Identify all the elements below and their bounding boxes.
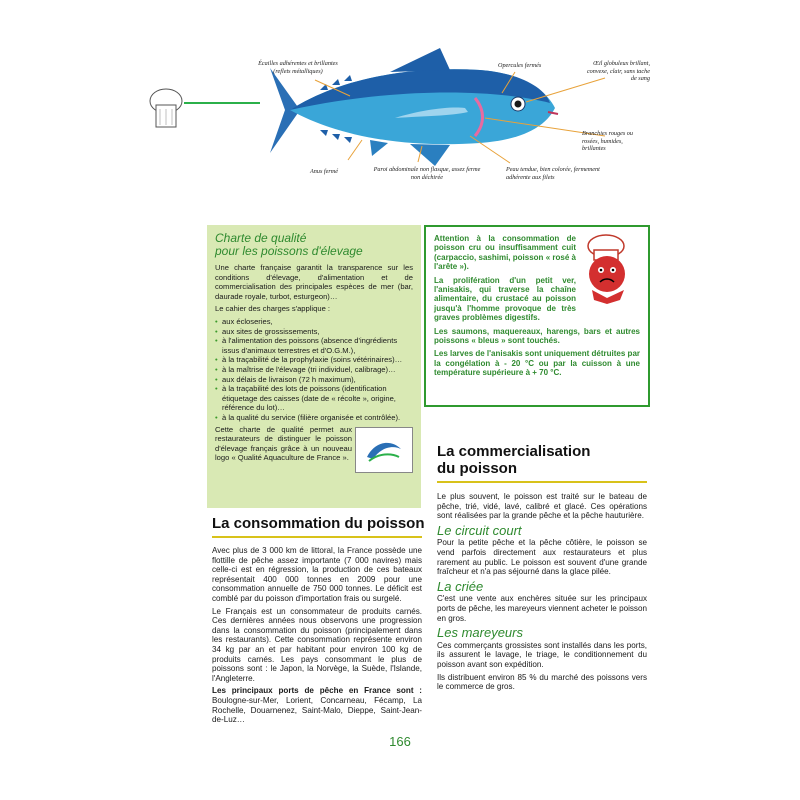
consumption-heading: La consommation du poisson: [212, 515, 425, 532]
warning-anisakis: La prolifération d'un petit ver, l'anisakis, qui traverse la chaîne alimentaire, du crustacé au poisson jusqu'à l'homme provoque de très graves problèmes digestifs.: [434, 275, 576, 323]
consumption-ports: [212, 686, 422, 724]
label-anus: Anus fermé: [310, 168, 339, 175]
list-item: • à la traçabilité de la prophylaxie (soins vétérinaires)…: [215, 355, 413, 365]
charter-title-line2: pour les poissons d'élevage: [215, 244, 363, 258]
charter-closing: Cette charte de qualité permet aux restaurateurs de distinguer le poisson d'élevage français grâce à un nouveau logo « Qualité Aquaculture de France ».: [215, 424, 352, 463]
ports-label: Les principaux ports de pêche en France sont :: [212, 686, 422, 696]
label-scales: Écailles adhérentes et brillantes (reflets métalliques): [258, 60, 338, 75]
label-skin: Peau tendue, bien colorée, fermement adhérente aux filets: [506, 166, 600, 181]
auction-heading: La criée: [437, 578, 484, 594]
charter-list-intro: Le cahier des charges s'applique :: [215, 304, 331, 314]
warning-species: Les saumons, maquereaux, harengs, bars et autres poissons « bleus » sont touchés.: [434, 326, 640, 346]
consumption-paragraph-1: Avec plus de 3 000 km de littoral, la France possède une flottille de pêche assez importante (7 000 navires) mais celle-ci est en régression, la production de ces bateaux représentait 400 000 tonnes en 2009 pour une consommation annuelle de 750 000 tonnes. Le déficit est comblé par du poisson d'importation frais ou surgelé.: [212, 546, 422, 603]
auction-text: C'est une vente aux enchères située sur les principaux ports de pêche, les mareyeurs viennent acheter le poisson en gros.: [437, 594, 647, 623]
ports-list: Boulogne-sur-Mer, Lorient, Concarneau, Fécamp, La Rochelle, Douarnenez, Saint-Malo, Dieppe, Saint-Jean-de-Luz…: [212, 695, 422, 725]
page-number: 166: [389, 734, 411, 749]
mareyeurs-heading: Les mareyeurs: [437, 625, 523, 641]
charter-intro: Une charte française garantit la transparence sur les conditions d'élevage, d'alimentation et de commercialisation des principales espèces de mer (bar, daurade royale, turbot, esturgeon)…: [215, 263, 413, 301]
list-item: • aux délais de livraison (72 h maximum),: [215, 375, 413, 385]
label-eye: Œil globuleux brillant, convexe, clair, sans tache de sang: [586, 60, 650, 82]
chef-warning-icon: [580, 232, 644, 304]
commercial-column: [437, 492, 647, 695]
short-circuit-heading: Le circuit court: [437, 522, 522, 538]
list-item: • aux écloseries,: [215, 317, 413, 327]
list-item: • à la maîtrise de l'élevage (tri individuel, calibrage)…: [215, 365, 413, 375]
mareyeurs-text-1: Ces commerçants grossistes sont installés dans les ports, ils assurent le lavage, le triage, le conditionnement du poisson avant son expédition.: [437, 640, 647, 669]
fish-diagram: [150, 48, 650, 198]
commercial-heading-line1: La commercialisation: [437, 443, 591, 460]
commercial-intro: Le plus souvent, le poisson est traité sur le bateau de pêche, trié, vidé, lavé, calibré et glacé. Ces opérations sont réalisées par la grande pêche et la pêche hauturière.: [437, 492, 647, 521]
consumption-column: [212, 546, 422, 728]
quality-charter-box: [207, 225, 421, 508]
charter-title: [215, 232, 413, 258]
list-item: • à l'alimentation des poissons (absence d'ingrédients issus d'animaux terrestres et d'O.G.M.),: [215, 336, 413, 355]
warning-destruction: Les larves de l'anisakis sont uniquement détruites par la congélation à - 20 °C ou par la cuisson à une température supérieure à + 70 °C.: [434, 349, 640, 378]
aquaculture-logo: [355, 427, 413, 473]
label-gills: Branchies rouges ou rosées, humides, brillantes: [582, 130, 633, 152]
consumption-paragraph-2: Le Français est un consommateur de produits carnés. Ces dernières années nous observons une progression dans la consommation du poisson (principalement dans les restaurants). Cette consommation représente environ 34 kg par an et par habitant pour environ 100 kg de produits carnés. Les pays consommant le plus de poissons sont : le Japon, la Norvège, la Suède, l'Islande, l'Angleterre.: [212, 606, 422, 683]
commercial-heading-line2: du poisson: [437, 460, 517, 477]
list-item: • aux sites de grossissements,: [215, 327, 413, 337]
charter-title-line1: Charte de qualité: [215, 231, 307, 245]
mareyeurs-text-2: Ils distribuent environ 85 % du marché des poissons vers le commerce de gros.: [437, 672, 647, 692]
anisakis-warning-box: [424, 225, 650, 407]
list-item: • à la traçabilité des lots de poissons (identification étiquetage des caisses (date de « récolte », origine, référence du lot)…: [215, 384, 413, 413]
label-abdominal-wall: Paroi abdominale non flasque, assez ferme non déchirée: [373, 166, 481, 181]
short-circuit-text: Pour la petite pêche et la pêche côtière, le poisson se vend parfois directement aux restaurateurs et plus rarement au public. Le poisson est souvent d'une grande fraîcheur et n'a pas séjourné dans la glace pilée.: [437, 538, 647, 577]
consumption-heading-rule: [212, 536, 422, 538]
list-item: • à la qualité du service (filière organisée et contrôlée).: [215, 413, 413, 423]
commercial-heading: [437, 443, 590, 477]
label-opercula: Opercules fermés: [498, 62, 542, 69]
warning-raw-fish: Attention à la consommation de poisson cru ou insuffisamment cuit (carpaccio, sashimi, poisson « rosé à l'arête »).: [434, 234, 576, 272]
charter-list: [215, 317, 413, 423]
commercial-heading-rule: [437, 481, 647, 483]
